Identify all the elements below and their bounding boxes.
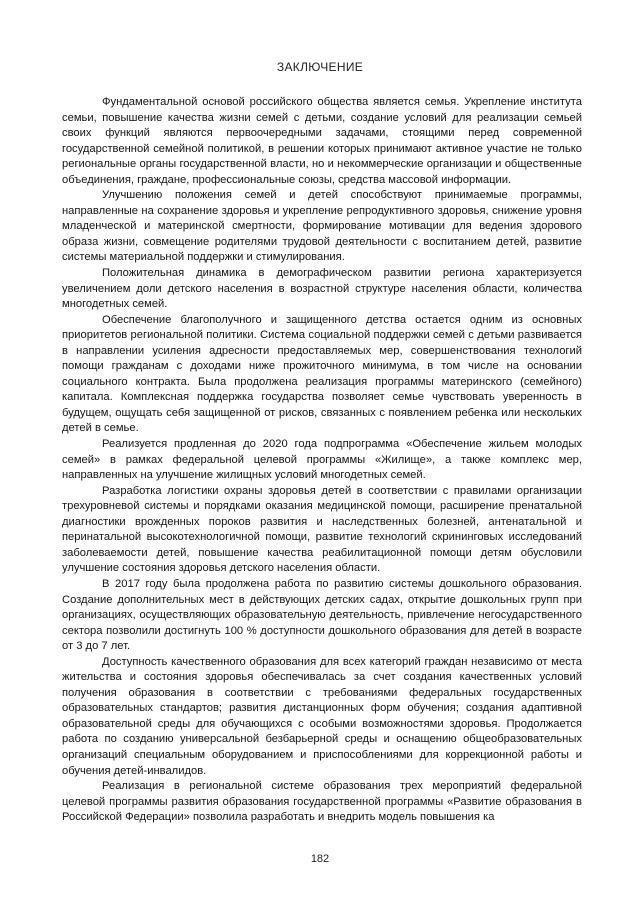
paragraph-9: Реализация в региональной системе образования трех мероприятий федеральной целевой программы развития образования государственной программы «Развитие образования в Российской Федерации» позволила разработать и внедрить модель повышения ка	[62, 780, 582, 824]
paragraph-1: Фундаментальной основой российского общества является семья. Укрепление института семьи, повышение качества жизни семей с детьми, создание условий для реализации семьей своих функций являются первоочередными задачами, стоящими перед современной государственной семейной политикой, в решении которых принимают активное участие не только региональные органы государственной власти, но и некоммерческие организации и общественные объединения, граждане, профессиональные союзы, средства массовой информации.	[62, 96, 582, 186]
paragraph-3: Положительная динамика в демографическом развитии региона характеризуется увеличением доли детского населения в возрастной структуре населения области, количества многодетных семей.	[62, 267, 582, 311]
page-title: ЗАКЛЮЧЕНИЕ	[276, 60, 364, 74]
page-number: 182	[310, 853, 330, 865]
paragraph-8: Доступность качественного образования для всех категорий граждан независимо от места жительства и состояния здоровья обеспечивалась за счет создания качественных условий получения образования в соответствии с требованиями федеральных государственных образовательных стандартов; развития дистанционных форм обучения; создания адаптивной образовательной среды для обучающихся с особыми возможностями здоровья. Продолжается работа по созданию универсальной безбарьерной среды и оснащению общеобразовательных организаций специальным оборудованием и приспособлениями для коррекционной работы и обучения детей-инвалидов.	[62, 655, 582, 777]
paragraph-6: Разработка логистики охраны здоровья детей в соответствии с правилами организации трехуровневой системы и порядками оказания медицинской помощи, расширение пренатальной диагностики врожденных пороков развития и наследственных болезней, антенатальной и перинатальной высокотехнологичной помощи, развитие технологий скрининговых исследований заболеваемости детей, повышение качества реабилитационной помощи детям обусловили улучшение состояния здоровья детского населения области.	[62, 484, 582, 575]
body-text	[62, 95, 582, 826]
paragraph-4: Обеспечение благополучного и защищенного детства остается одним из основных приоритетов региональной политики. Система социальной поддержки семей с детьми развивается в направлении усиления адресности предоставляемых мер, совершенствования технологий помощи гражданам с доходами ниже прожиточного минимума, в том числе на основании социального контракта. Была продолжена реализация программы материнского (семейного) капитала. Комплексная поддержка государства позволяет семье чувствовать уверенность в будущем, ощущать себя защищенной от рисков, связанных с появлением ребенка или нескольких детей в семье.	[62, 313, 582, 435]
paragraph-7: В 2017 году была продолжена работа по развитию системы дошкольного образования. Создание дополнительных мест в действующих детских садах, открытие дошкольных групп при организациях, осуществляющих образовательную деятельность, привлечение негосударственного сектора позволили достигнуть 100 % доступности дошкольного образования для детей в возрасте от 3 до 7 лет.	[62, 577, 582, 653]
paragraph-2: Улучшению положения семей и детей способствуют принимаемые программы, направленные на сохранение здоровья и укрепление репродуктивного здоровья, снижение уровня младенческой и материнской смертности, формирование мотивации для ведения здорового образа жизни, совмещение родителями трудовой деятельности с воспитанием детей, развитие системы материальной поддержки и стимулирования.	[62, 189, 582, 264]
paragraph-5: Реализуется продленная до 2020 года подпрограмма «Обеспечение жильем молодых семей» в рамках федеральной целевой программы «Жилище», а также комплекс мер, направленных на улучшение жилищных условий многодетных семей.	[62, 438, 582, 482]
